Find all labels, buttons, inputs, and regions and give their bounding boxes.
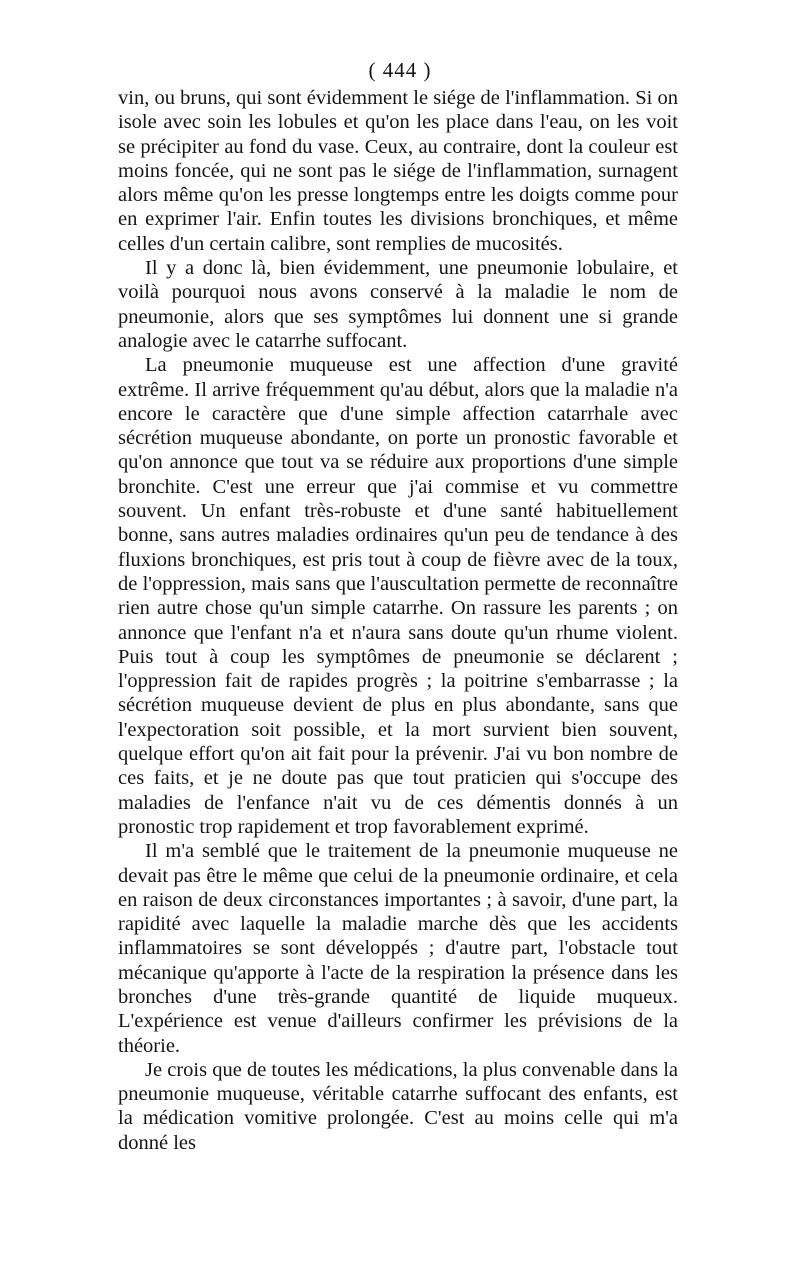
body-text <box>118 86 678 1155</box>
paragraph: Il m'a semblé que le traitement de la pneumonie muqueuse ne devait pas être le même que celui de la pneumonie ordinaire, et cela en raison de deux circonstances importantes ; à savoir, d'une part, la rapidité avec laquelle la maladie marche dès que les accidents inflammatoires se sont développés ; d'autre part, l'obstacle tout mécanique qu'apporte à l'acte de la respiration la présence dans les bronches d'une très-grande quantité de liquide muqueux. L'expérience est venue d'ailleurs confirmer les prévisions de la théorie. <box>118 840 678 1057</box>
page-number: ( 444 ) <box>368 58 432 82</box>
paragraph-continuation: vin, ou bruns, qui sont évidemment le siége de l'inflammation. Si on isole avec soin les lobules et qu'on les place dans l'eau, on les voit se précipiter au fond du vase. Ceux, au contraire, dont la couleur est moins foncée, qui ne sont pas le siége de l'inflammation, surnagent alors même qu'on les presse longtemps entre les doigts comme pour en exprimer l'air. Enfin toutes les divisions bronchiques, et même celles d'un certain calibre, sont remplies de mucosités. <box>118 87 678 255</box>
paragraph: Il y a donc là, bien évidemment, une pneumonie lobulaire, et voilà pourquoi nous avons conservé à la maladie le nom de pneumonie, alors que ses symptômes lui donnent une si grande analogie avec le catarrhe suffocant. <box>118 257 678 352</box>
paragraph: Je crois que de toutes les médications, la plus convenable dans la pneumonie muqueuse, véritable catarrhe suffocant des enfants, est la médication vomitive prolongée. C'est au moins celle qui m'a donné les <box>118 1058 678 1154</box>
paragraph: La pneumonie muqueuse est une affection d'une gravité extrême. Il arrive fréquemment qu'au début, alors que la maladie n'a encore le caractère que d'une simple affection catarrhale avec sécrétion muqueuse abondante, on porte un pronostic favorable et qu'on annonce que tout va se réduire aux proportions d'une simple bronchite. C'est une erreur que j'ai commise et vu commettre souvent. Un enfant très-robuste et d'une santé habituellement bonne, sans autres maladies ordinaires qu'un peu de tendance à des fluxions bronchiques, est pris tout à coup de fièvre avec de la toux, de l'oppression, mais sans que l'auscultation permette de reconnaître rien autre chose qu'un simple catarrhe. On rassure les parents ; on annonce que l'enfant n'a et n'aura sans doute qu'un rhume violent. Puis tout à coup les symptômes de pneumonie se déclarent ; l'oppression fait de rapides progrès ; la poitrine s'embarrasse ; la sécrétion muqueuse devient de plus en plus abondante, sans que l'expectoration soit possible, et la mort survient bien souvent, quelque effort qu'on ait fait pour la prévenir. J'ai vu bon nombre de ces faits, et je ne doute pas que tout praticien qui s'occupe des maladies de l'enfance n'ait vu de ces démentis donnés à un pronostic trop rapidement et trop favorablement exprimé. <box>118 354 678 838</box>
